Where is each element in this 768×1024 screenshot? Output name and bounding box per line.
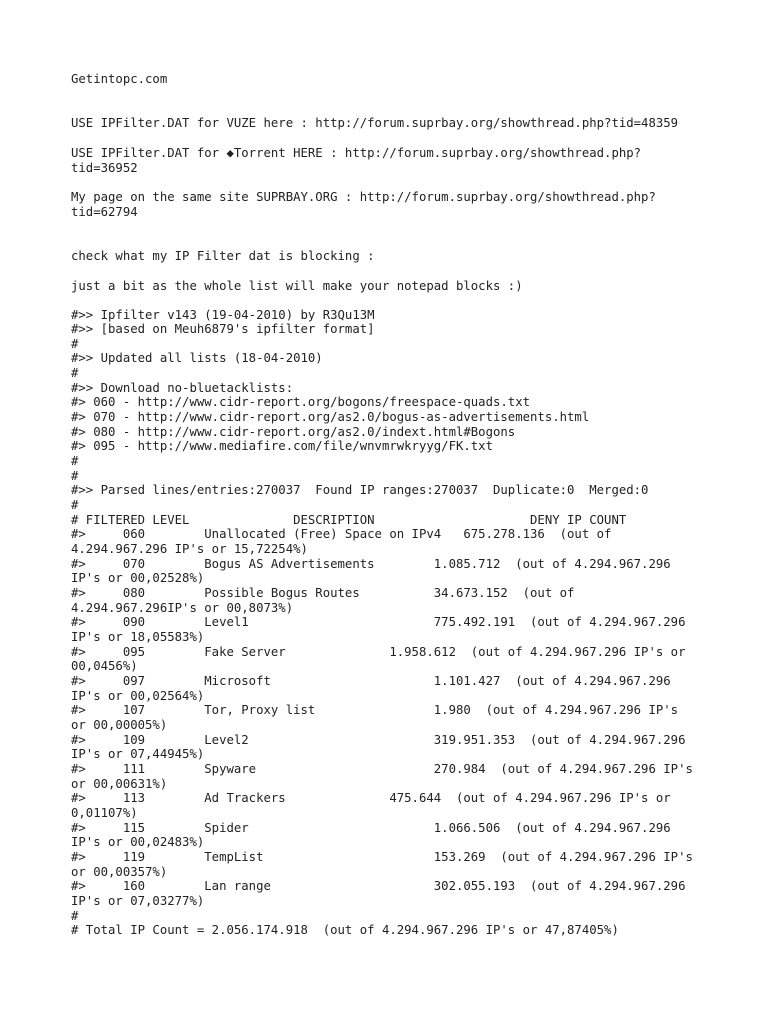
filter-row: #> 070 Bogus AS Advertisements 1.085.712 (out of 4.294.967.296 — [71, 557, 671, 571]
filter-row: #> 090 Level1 775.492.191 (out of 4.294.967.296 — [71, 615, 686, 629]
filter-row-cont: 00,0456%) — [71, 659, 138, 673]
download-link-line: #> 080 - http://www.cidr-report.org/as2.0/indext.html#Bogons — [71, 425, 516, 439]
filter-row: #> 095 Fake Server 1.958.612 (out of 4.294.967.296 IP's or — [71, 645, 686, 659]
updated-lists-line: #>> Updated all lists (18-04-2010) — [71, 351, 323, 365]
filter-row: #> 080 Possible Bogus Routes 34.673.152 (out of — [71, 586, 575, 600]
vuze-ipfilter-line: USE IPFilter.DAT for VUZE here : http://forum.suprbay.org/showthread.php?tid=48359 — [71, 116, 679, 130]
download-link-line: #> 095 - http://www.mediafire.com/file/wnvmrwkryyg/FK.txt — [71, 439, 493, 453]
notepad-note-line: just a bit as the whole list will make your notepad blocks :) — [71, 279, 523, 293]
comment-line: # — [71, 454, 79, 468]
filter-row: #> 109 Level2 319.951.353 (out of 4.294.967.296 — [71, 733, 686, 747]
table-header-line: # FILTERED LEVEL DESCRIPTION DENY IP COUNT — [71, 513, 627, 527]
format-line: #>> [based on Meuh6879's ipfilter format] — [71, 322, 375, 336]
my-page-line-cont: tid=62794 — [71, 205, 138, 219]
filter-row-cont: IP's or 00,02564%) — [71, 689, 205, 703]
filter-row-cont: IP's or 07,44945%) — [71, 747, 205, 761]
comment-line: # — [71, 469, 79, 483]
filter-row-cont: or 00,00631%) — [71, 777, 168, 791]
filter-row-cont: or 00,00005%) — [71, 718, 168, 732]
comment-line: # — [71, 366, 79, 380]
comment-line: # — [71, 498, 79, 512]
comment-line: # — [71, 909, 79, 923]
filter-row: #> 113 Ad Trackers 475.644 (out of 4.294.967.296 IP's or — [71, 791, 671, 805]
filter-row-cont: IP's or 00,02483%) — [71, 835, 205, 849]
filter-row-cont: 0,01107%) — [71, 806, 138, 820]
site-name: Getintopc.com — [71, 72, 168, 86]
parsed-entries-line: #>> Parsed lines/entries:270037 Found IP ranges:270037 Duplicate:0 Merged:0 — [71, 483, 649, 497]
check-blocking-line: check what my IP Filter dat is blocking : — [71, 249, 375, 263]
filter-row: #> 107 Tor, Proxy list 1.980 (out of 4.294.967.296 IP's — [71, 703, 679, 717]
filter-row: #> 097 Microsoft 1.101.427 (out of 4.294.967.296 — [71, 674, 671, 688]
comment-line: # — [71, 337, 79, 351]
ipfilter-version-line: #>> Ipfilter v143 (19-04-2010) by R3Qu13M — [71, 308, 375, 322]
torrent-ipfilter-line-cont: tid=36952 — [71, 161, 138, 175]
download-link-line: #> 060 - http://www.cidr-report.org/bogons/freespace-quads.txt — [71, 395, 531, 409]
total-ip-count-line: # Total IP Count = 2.056.174.918 (out of 4.294.967.296 IP's or 47,87405%) — [71, 923, 619, 937]
filter-row-cont: 4.294.967.296IP's or 00,8073%) — [71, 601, 294, 615]
my-page-line: My page on the same site SUPRBAY.ORG : http://forum.suprbay.org/showthread.php? — [71, 190, 656, 204]
filter-row: #> 160 Lan range 302.055.193 (out of 4.294.967.296 — [71, 879, 686, 893]
download-heading-line: #>> Download no-bluetacklists: — [71, 381, 294, 395]
filter-row-cont: 4.294.967.296 IP's or 15,72254%) — [71, 542, 308, 556]
filter-row: #> 111 Spyware 270.984 (out of 4.294.967.296 IP's — [71, 762, 693, 776]
download-link-line: #> 070 - http://www.cidr-report.org/as2.0/bogus-as-advertisements.html — [71, 410, 590, 424]
filter-row-cont: IP's or 00,02528%) — [71, 571, 205, 585]
filter-row: #> 119 TempList 153.269 (out of 4.294.967.296 IP's — [71, 850, 693, 864]
torrent-ipfilter-line: USE IPFilter.DAT for ◆Torrent HERE : http://forum.suprbay.org/showthread.php? — [71, 146, 642, 160]
filter-row-cont: IP's or 18,05583%) — [71, 630, 205, 644]
filter-row-cont: or 00,00357%) — [71, 865, 168, 879]
filter-row-cont: IP's or 07,03277%) — [71, 894, 205, 908]
filter-row: #> 115 Spider 1.066.506 (out of 4.294.967.296 — [71, 821, 671, 835]
filter-row: #> 060 Unallocated (Free) Space on IPv4 675.278.136 (out of — [71, 527, 612, 541]
